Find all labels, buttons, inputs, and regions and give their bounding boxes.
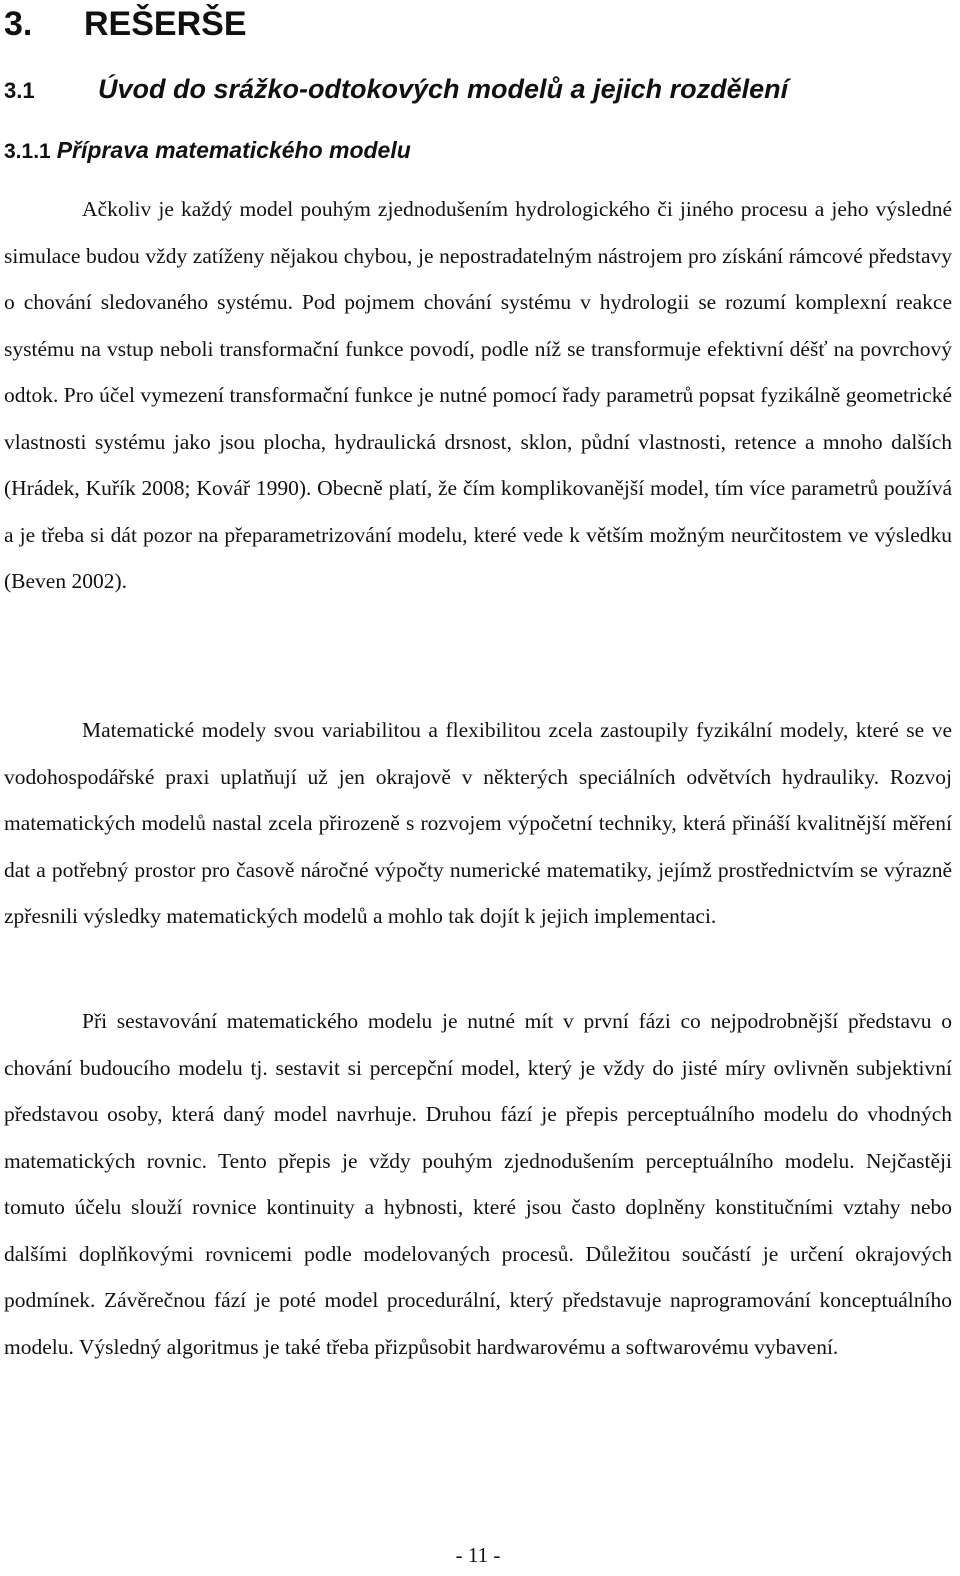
chapter-title: REŠERŠE: [84, 5, 247, 43]
section-heading: [4, 70, 788, 110]
body-paragraph: Matematické modely svou variabilitou a flexibilitou zcela zastoupily fyzikální modely, které se ve vodohospodářské praxi uplatňují už jen okrajově v některých speciálních odvětvích hydrauliky. Rozvoj matematických modelů nastal zcela přirozeně s rozvojem výpočetní techniky, která přináší kvalitnější měření dat a potřebný prostor pro časově náročné výpočty numerické matematiky, jejímž prostřednictvím se výrazně zpřesnili výsledky matematických modelů a mohlo tak dojít k jejich implementaci.: [4, 718, 952, 928]
section-title: Úvod do srážko-odtokových modelů a jejich rozdělení: [98, 74, 789, 104]
body-paragraph: Ačkoliv je každý model pouhým zjednodušením hydrologického či jiného procesu a jeho výsledné simulace budou vždy zatíženy nějakou chybou, je nepostradatelným nástrojem pro získání rámcové představy o chování sledovaného systému. Pod pojmem chování systému v hydrologii se rozumí komplexní reakce systému na vstup neboli transformační funkce povodí, podle níž se transformuje efektivní déšť na povrchový odtok. Pro účel vymezení transformační funkce je nutné pomocí řady parametrů popsat fyzikálně geometrické vlastnosti systému jako jsou plocha, hydraulická drsnost, sklon, půdní vlastnosti, retence a mnoho dalších (Hrádek, Kuřík 2008; Kovář 1990). Obecně platí, že čím komplikovanější model, tím více parametrů používá a je třeba si dát pozor na přeparametrizování modelu, které vede k větším možným neurčitostem ve výsledku (Beven 2002).: [4, 197, 952, 593]
chapter-heading: [4, 2, 247, 46]
section-number: 3.1: [4, 78, 35, 103]
subsection-number: 3.1.1: [4, 140, 51, 163]
body-paragraph: Při sestavování matematického modelu je nutné mít v první fázi co nejpodrobnější představu o chování budoucího modelu tj. sestavit si percepční model, který je vždy do jisté míry ovlivněn subjektivní představou osoby, která daný model navrhuje. Druhou fází je přepis perceptuálního modelu do vhodných matematických rovnic. Tento přepis je vždy pouhým zjednodušením perceptuálního modelu. Nejčastěji tomuto účelu slouží rovnice kontinuity a hybnosti, které jsou často doplněny konstitučními vztahy nebo dalšími doplňkovými rovnicemi podle modelovaných procesů. Důležitou součástí je určení okrajových podmínek. Závěrečnou fází je poté model procedurální, který představuje naprogramování konceptuálního modelu. Výsledný algoritmus je také třeba přizpůsobit hardwarovému a softwarovému vybavení.: [4, 1009, 952, 1359]
subsection-heading: [4, 134, 411, 168]
page-number: - 11 -: [455, 1543, 501, 1567]
subsection-title: Příprava matematického modelu: [56, 137, 411, 163]
document-page: [4, 0, 952, 1576]
chapter-number: 3.: [4, 5, 33, 43]
